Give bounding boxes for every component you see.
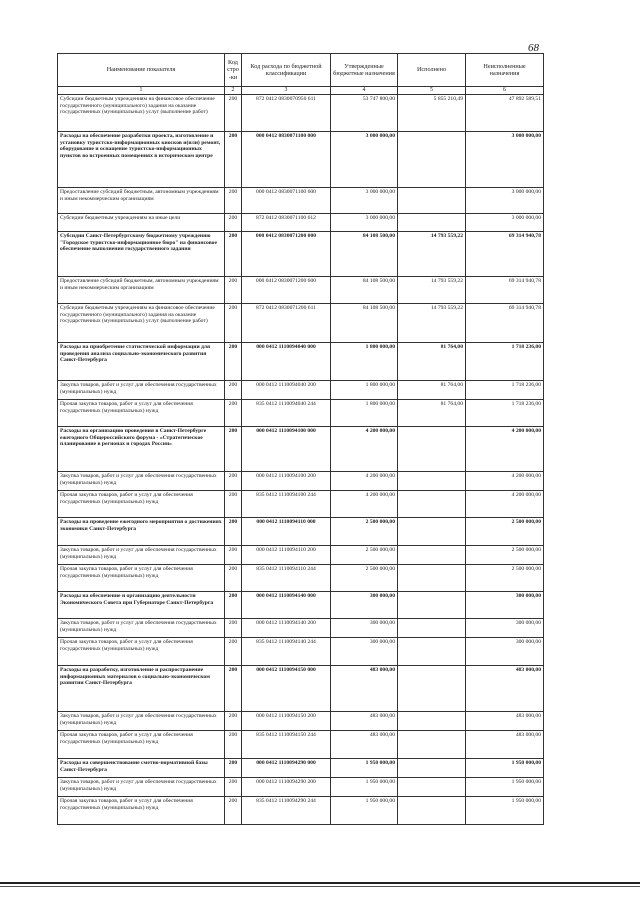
row-budget-code: 835 0412 1110094150 244 <box>242 731 331 759</box>
row-remaining: 2 500 000,00 <box>466 565 544 592</box>
row-name: Прочая закупка товаров, работ и услуг для обеспечения государственных (муниципальных) нужд <box>58 565 225 592</box>
column-number: 3 <box>242 87 331 95</box>
row-executed <box>398 759 466 778</box>
row-name: Закупка товаров, работ и услуг для обеспечения государственных (муниципальных) нужд <box>58 712 225 731</box>
row-budget-code: 000 0412 1110094140 200 <box>242 619 331 638</box>
row-line-code: 200 <box>225 400 242 427</box>
row-line-code: 200 <box>225 565 242 592</box>
row-remaining: 4 200 000,00 <box>466 427 544 472</box>
column-number-row <box>58 87 544 95</box>
table-row <box>58 759 544 778</box>
table-row <box>58 731 544 759</box>
row-remaining: 2 500 000,00 <box>466 518 544 546</box>
row-line-code: 200 <box>225 304 242 343</box>
row-approved: 1 950 000,00 <box>331 759 398 778</box>
table-row <box>58 666 544 712</box>
row-name: Расходы на проведение ежегодного мероприятия о достижениях экономики Санкт-Петербурга <box>58 518 225 546</box>
row-executed <box>398 132 466 188</box>
row-line-code: 200 <box>225 214 242 232</box>
table-body <box>58 95 544 825</box>
row-remaining: 483 000,00 <box>466 712 544 731</box>
row-executed <box>398 666 466 712</box>
row-budget-code: 000 0412 1110094040 000 <box>242 343 331 381</box>
row-name: Предоставление субсидий бюджетным, автономным учреждениям и иным некоммерческим организациям <box>58 188 225 214</box>
row-name: Предоставление субсидий бюджетным, автономным учреждениям и иным некоммерческим организациям <box>58 277 225 304</box>
row-remaining: 300 000,00 <box>466 638 544 666</box>
row-executed <box>398 546 466 565</box>
row-name: Расходы на организацию проведения в Санкт-Петербурге ежегодного Общероссийского форума - «Стратегическое планирование в регионах и городах России» <box>58 427 225 472</box>
row-remaining: 3 000 000,00 <box>466 132 544 188</box>
row-remaining: 1 950 000,00 <box>466 797 544 825</box>
row-executed <box>398 472 466 491</box>
row-remaining: 69 314 940,78 <box>466 232 544 277</box>
row-approved: 3 000 000,00 <box>331 214 398 232</box>
row-name: Расходы на приобретение статистической информации для проведения анализа социально-экономического развития Санкт-Петербурга <box>58 343 225 381</box>
column-number: 4 <box>331 87 398 95</box>
row-line-code: 200 <box>225 188 242 214</box>
table-row <box>58 797 544 825</box>
table-row <box>58 546 544 565</box>
row-approved: 300 000,00 <box>331 592 398 619</box>
row-name: Субсидии бюджетным учреждениям на иные цели <box>58 214 225 232</box>
row-approved: 1 800 000,00 <box>331 381 398 400</box>
row-approved: 300 000,00 <box>331 619 398 638</box>
row-line-code: 200 <box>225 491 242 518</box>
table-row <box>58 304 544 343</box>
row-line-code: 200 <box>225 472 242 491</box>
table-row <box>58 132 544 188</box>
row-executed: 81 764,00 <box>398 343 466 381</box>
row-executed: 14 793 559,22 <box>398 304 466 343</box>
row-name: Прочая закупка товаров, работ и услуг для обеспечения государственных (муниципальных) нужд <box>58 797 225 825</box>
row-executed <box>398 188 466 214</box>
row-remaining: 1 718 236,00 <box>466 343 544 381</box>
row-remaining: 1 718 236,00 <box>466 400 544 427</box>
table-row <box>58 592 544 619</box>
row-name: Закупка товаров, работ и услуг для обеспечения государственных (муниципальных) нужд <box>58 381 225 400</box>
row-budget-code: 835 0412 1110094140 244 <box>242 638 331 666</box>
row-budget-code: 000 0412 0830071100 600 <box>242 188 331 214</box>
table-header-row <box>58 54 544 87</box>
table-row <box>58 619 544 638</box>
row-approved: 483 000,00 <box>331 731 398 759</box>
column-number: 1 <box>58 87 225 95</box>
table-row <box>58 427 544 472</box>
row-approved: 2 500 000,00 <box>331 565 398 592</box>
page-number: 68 <box>528 42 539 54</box>
scan-edge-line <box>0 882 640 884</box>
table-row <box>58 277 544 304</box>
row-approved: 3 000 000,00 <box>331 132 398 188</box>
table-row <box>58 381 544 400</box>
row-approved: 1 800 000,00 <box>331 343 398 381</box>
table-row <box>58 565 544 592</box>
row-budget-code: 835 0412 1110094040 244 <box>242 400 331 427</box>
row-approved: 2 500 000,00 <box>331 518 398 546</box>
row-line-code: 200 <box>225 232 242 277</box>
row-budget-code: 872 0412 0830071200 611 <box>242 304 331 343</box>
row-executed <box>398 214 466 232</box>
row-remaining: 3 000 000,00 <box>466 188 544 214</box>
budget-execution-table <box>57 53 544 825</box>
row-name: Расходы на разработку, изготовление и распространение информационных материалов о социально-экономическом развитии Санкт-Петербурга <box>58 666 225 712</box>
row-approved: 1 800 000,00 <box>331 400 398 427</box>
row-line-code: 200 <box>225 343 242 381</box>
table-row <box>58 232 544 277</box>
row-line-code: 200 <box>225 518 242 546</box>
row-executed <box>398 712 466 731</box>
row-executed: 81 764,00 <box>398 400 466 427</box>
row-line-code: 200 <box>225 381 242 400</box>
table-row <box>58 214 544 232</box>
row-approved: 84 108 500,00 <box>331 277 398 304</box>
row-line-code: 200 <box>225 95 242 132</box>
row-approved: 53 747 800,00 <box>331 95 398 132</box>
row-approved: 483 000,00 <box>331 712 398 731</box>
row-name: Прочая закупка товаров, работ и услуг для обеспечения государственных (муниципальных) нужд <box>58 400 225 427</box>
row-remaining: 4 200 000,00 <box>466 491 544 518</box>
table-row <box>58 95 544 132</box>
row-budget-code: 000 0412 0830071100 000 <box>242 132 331 188</box>
header-name: Наименование показателя <box>58 54 225 87</box>
row-budget-code: 835 0412 1110094110 244 <box>242 565 331 592</box>
table-row <box>58 188 544 214</box>
table-row <box>58 343 544 381</box>
row-line-code: 200 <box>225 759 242 778</box>
row-remaining: 1 718 236,00 <box>466 381 544 400</box>
row-remaining: 1 950 000,00 <box>466 759 544 778</box>
row-name: Расходы на обеспечение и организацию деятельности Экономического Совета при Губернаторе Санкт-Петербурга <box>58 592 225 619</box>
table-row <box>58 638 544 666</box>
row-remaining: 300 000,00 <box>466 619 544 638</box>
row-remaining: 483 000,00 <box>466 666 544 712</box>
row-approved: 84 108 500,00 <box>331 304 398 343</box>
row-line-code: 200 <box>225 731 242 759</box>
row-line-code: 200 <box>225 277 242 304</box>
row-budget-code: 835 0412 1110094290 244 <box>242 797 331 825</box>
table-row <box>58 491 544 518</box>
row-name: Субсидии бюджетным учреждениям на финансовое обеспечение государственного (муниципального) задания на оказание государственных (муниципальных) услуг (выполнение работ) <box>58 304 225 343</box>
row-budget-code: 000 0412 1110094290 200 <box>242 778 331 797</box>
row-remaining: 3 000 000,00 <box>466 214 544 232</box>
column-number: 6 <box>466 87 544 95</box>
table-row <box>58 712 544 731</box>
row-approved: 4 200 000,00 <box>331 491 398 518</box>
row-budget-code: 835 0412 1110094100 244 <box>242 491 331 518</box>
row-executed <box>398 797 466 825</box>
row-executed <box>398 518 466 546</box>
row-executed <box>398 731 466 759</box>
scan-edge-line <box>0 886 640 887</box>
row-line-code: 200 <box>225 427 242 472</box>
column-number: 2 <box>225 87 242 95</box>
row-line-code: 200 <box>225 797 242 825</box>
row-executed: 14 793 559,22 <box>398 277 466 304</box>
table-row <box>58 472 544 491</box>
row-line-code: 200 <box>225 546 242 565</box>
row-name: Закупка товаров, работ и услуг для обеспечения государственных (муниципальных) нужд <box>58 546 225 565</box>
row-remaining: 300 000,00 <box>466 592 544 619</box>
row-budget-code: 872 0412 0830071100 612 <box>242 214 331 232</box>
row-budget-code: 000 0412 1110094040 200 <box>242 381 331 400</box>
row-executed <box>398 592 466 619</box>
row-budget-code: 000 0412 1110094100 200 <box>242 472 331 491</box>
header-budget-code: Код расхода по бюджетной классификации <box>242 54 331 87</box>
row-approved: 4 200 000,00 <box>331 472 398 491</box>
row-line-code: 200 <box>225 132 242 188</box>
row-budget-code: 000 0412 1110094110 200 <box>242 546 331 565</box>
header-remaining: Неисполненные назначения <box>466 54 544 87</box>
row-executed <box>398 565 466 592</box>
row-budget-code: 000 0412 0830071200 000 <box>242 232 331 277</box>
row-remaining: 483 000,00 <box>466 731 544 759</box>
row-budget-code: 000 0412 1110094150 200 <box>242 712 331 731</box>
row-budget-code: 000 0412 0830071200 600 <box>242 277 331 304</box>
header-line-code: Код стро-ки <box>225 54 242 87</box>
table-row <box>58 400 544 427</box>
row-approved: 1 950 000,00 <box>331 797 398 825</box>
row-line-code: 200 <box>225 712 242 731</box>
row-executed <box>398 427 466 472</box>
row-approved: 84 108 500,00 <box>331 232 398 277</box>
row-approved: 3 000 000,00 <box>331 188 398 214</box>
row-approved: 4 200 000,00 <box>331 427 398 472</box>
row-name: Закупка товаров, работ и услуг для обеспечения государственных (муниципальных) нужд <box>58 619 225 638</box>
row-name: Закупка товаров, работ и услуг для обеспечения государственных (муниципальных) нужд <box>58 778 225 797</box>
row-budget-code: 872 0412 0830070950 611 <box>242 95 331 132</box>
row-name: Прочая закупка товаров, работ и услуг для обеспечения государственных (муниципальных) нужд <box>58 638 225 666</box>
row-executed: 5 855 210,49 <box>398 95 466 132</box>
header-approved: Утвержденные бюджетные назначения <box>331 54 398 87</box>
table-row <box>58 518 544 546</box>
row-remaining: 2 500 000,00 <box>466 546 544 565</box>
row-line-code: 200 <box>225 592 242 619</box>
row-executed <box>398 491 466 518</box>
row-budget-code: 000 0412 1110094100 000 <box>242 427 331 472</box>
row-budget-code: 000 0412 1110094110 000 <box>242 518 331 546</box>
row-remaining: 69 314 940,78 <box>466 304 544 343</box>
row-line-code: 200 <box>225 778 242 797</box>
row-executed <box>398 619 466 638</box>
row-name: Субсидии Санкт-Петербургскому бюджетному учреждению "Городское туристско-информационное бюро" на финансовое обеспечение выполнения государственного задания <box>58 232 225 277</box>
row-budget-code: 000 0412 1110094290 000 <box>242 759 331 778</box>
row-remaining: 47 892 589,51 <box>466 95 544 132</box>
header-executed: Исполнено <box>398 54 466 87</box>
row-line-code: 200 <box>225 619 242 638</box>
row-name: Субсидии бюджетным учреждениям на финансовое обеспечение государственного (муниципального) задания на оказание государственных (муниципальных) услуг (выполнение работ) <box>58 95 225 132</box>
row-remaining: 4 200 000,00 <box>466 472 544 491</box>
row-executed <box>398 778 466 797</box>
column-number: 5 <box>398 87 466 95</box>
row-executed: 14 793 559,22 <box>398 232 466 277</box>
row-name: Прочая закупка товаров, работ и услуг для обеспечения государственных (муниципальных) нужд <box>58 731 225 759</box>
row-approved: 1 950 000,00 <box>331 778 398 797</box>
row-line-code: 200 <box>225 666 242 712</box>
row-line-code: 200 <box>225 638 242 666</box>
table-row <box>58 778 544 797</box>
row-budget-code: 000 0412 1110094140 000 <box>242 592 331 619</box>
row-executed: 81 764,00 <box>398 381 466 400</box>
row-name: Расходы на совершенствование сметно-нормативной базы Санкт-Петербурга <box>58 759 225 778</box>
row-name: Закупка товаров, работ и услуг для обеспечения государственных (муниципальных) нужд <box>58 472 225 491</box>
row-approved: 300 000,00 <box>331 638 398 666</box>
row-name: Расходы на обеспечение разработки проекта, изготовление и установку туристско-информационных киосков и(или) ремонт, оборудование и оснащение туристско-информационных пунктов во встроенных помещениях в историческом центре <box>58 132 225 188</box>
row-budget-code: 000 0412 1110094150 000 <box>242 666 331 712</box>
row-remaining: 69 314 940,78 <box>466 277 544 304</box>
row-executed <box>398 638 466 666</box>
row-name: Прочая закупка товаров, работ и услуг для обеспечения государственных (муниципальных) нужд <box>58 491 225 518</box>
row-approved: 2 500 000,00 <box>331 546 398 565</box>
row-approved: 483 000,00 <box>331 666 398 712</box>
row-remaining: 1 950 000,00 <box>466 778 544 797</box>
